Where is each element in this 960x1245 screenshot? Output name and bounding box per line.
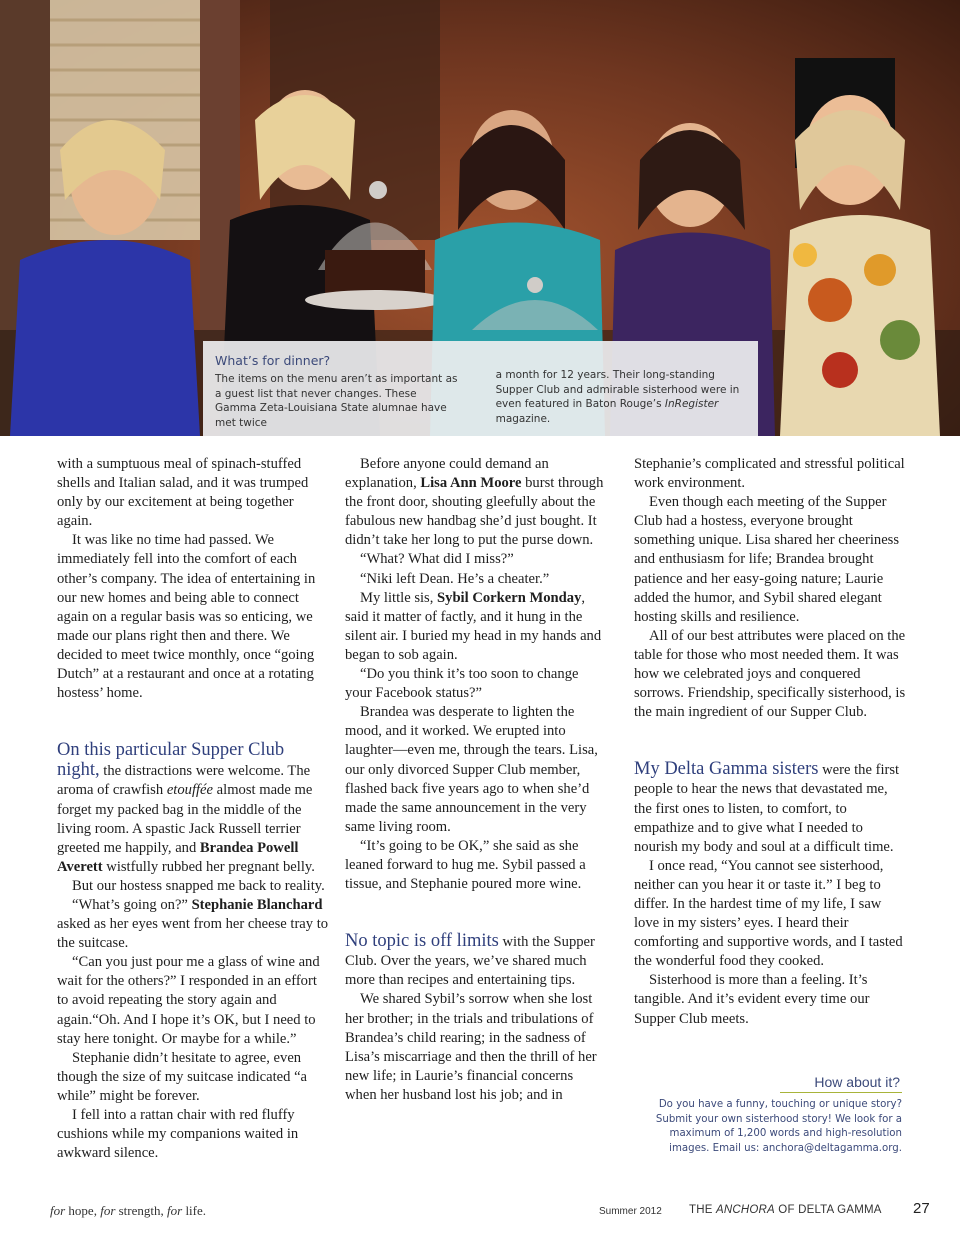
paragraph: My little sis, Sybil Corkern Monday, said it matter of factly, and it hung in the silent air. I buried my head in my hands and began to sob again. [345, 589, 602, 663]
paragraph: Stephanie’s complicated and stressful political work environment. [634, 456, 905, 492]
paragraph: Before anyone could demand an explanation, Lisa Ann Moore burst through the front door, shouting gleefully about the fabulous new handbag she’d just bought. It didn’t take her long to put the purse down. [345, 456, 604, 549]
paragraph: Sisterhood is more than a feeling. It’s tangible. And it’s evident every time our Supper Club meets. [634, 972, 870, 1027]
paragraph: “What? What did I miss?” [360, 551, 514, 568]
section-lead: My Delta Gamma sisters [634, 759, 819, 780]
paragraph: “Can you just pour me a glass of wine and wait for the others?” I responded in an effort to avoid repeating the story again and again.“Oh. And I hope it’s OK, but I need to stay here tonight. Or maybe for a while.” [57, 954, 320, 1047]
caption-text-right: a month for 12 years. Their long-standing Supper Club and admirable sisterhood were in even featured in Baton Rouge’s InRegister magazine. [495, 369, 740, 425]
sidebar-title: How about it? [780, 1074, 902, 1093]
footer-issue: Summer 2012 [599, 1206, 662, 1217]
paragraph: “It’s going to be OK,” she said as she leaned forward to hug me. Sybil passed a tissue, and Stephanie poured more wine. [345, 837, 586, 893]
paragraph: Stephanie didn’t hesitate to agree, even though the size of my suitcase indicated “a while” might be forever. [57, 1049, 308, 1104]
article-column-3 [634, 455, 906, 1029]
paragraph: All of our best attributes were placed on the table for those who most needed them. It was how we celebrated joys and conquered sorrows. Friendship, specifically sisterhood, is the main ingredient of our Supper Club. [634, 627, 906, 721]
feature-photo [0, 0, 960, 436]
paragraph: with a sumptuous meal of spinach-stuffed shells and Italian salad, and it was trumped only by our excitement at being together again. [57, 456, 309, 530]
person-name: Brandea Powell Averett [57, 839, 299, 875]
page-number: 27 [913, 1200, 930, 1217]
section-paragraph: My Delta Gamma sisters were the first people to hear the news that devastated me, the first ones to listen, to comfort, to empathize and to give what I needed to nourish my body and soul at a difficult time. [634, 759, 900, 855]
person-name: Lisa Ann Moore [420, 475, 522, 492]
section-paragraph: On this particular Supper Club night, the distractions were welcome. The aroma of crawfish etouffée almost made me forget my packed bag in the middle of the living room. A spastic Jack Russell terrier greeted me happily, and Brandea Powell Averett wistfully rubbed her pregnant belly. [57, 740, 315, 875]
section-paragraph: No topic is off limits with the Supper Club. Over the years, we’ve shared much more than recipes and entertaining tips. [345, 931, 595, 989]
photo-caption [203, 341, 758, 436]
paragraph: I once read, “You cannot see sisterhood, neither can you hear it or taste it.” I beg to differ. In the hardest time of my life, I saw love in my sisters’ eyes. I heard their comforting and supportive words, and I tasted the wonderful food they cooked. [634, 857, 903, 970]
paragraph: “What’s going on?” Stephanie Blanchard asked as her eyes went from her cheese tray to the suitcase. [57, 896, 329, 952]
paragraph: I fell into a rattan chair with red fluffy cushions while my companions waited in awkward silence. [57, 1107, 299, 1162]
article-column-1 [57, 455, 329, 1163]
footer-magazine-title: THE ANCHORA OF DELTA GAMMA [689, 1204, 882, 1216]
sidebar-body: Do you have a funny, touching or unique story? Submit your own sisterhood story! We look for a maximum of 1,200 words and high-resolution images. Email us: anchora@deltagamma.org. [655, 1099, 902, 1154]
paragraph: “Do you think it’s too soon to change your Facebook status?” [345, 666, 579, 702]
paragraph: It was like no time had passed. We immediately fell into the comfort of each other’s company. The idea of entertaining in our new homes and being able to connect again on a regular basis was so enticing, we made our plans right then and there. We decided to meet twice monthly, once “going Dutch” at a restaurant and once at a rotating hostess’ home. [57, 532, 316, 702]
footer-tagline: for hope, for strength, for life. [50, 1203, 207, 1218]
paragraph: Even though each meeting of the Supper Club had a hostess, everyone brought something unique. Lisa shared her cheeriness and enthusiasm for life; Brandea brought patience and her easy-going nature; Laurie added the humor, and Sybil shared elegant hosting skills and resilience. [634, 494, 900, 625]
paragraph: “Niki left Dean. He’s a cheater.” [360, 570, 550, 587]
article-column-2 [345, 455, 607, 1105]
caption-title: What’s for dinner? [215, 353, 331, 368]
section-lead: On this particular Supper Club night, [57, 740, 285, 781]
paragraph: But our hostess snapped me back to reality. [72, 877, 325, 894]
person-name: Stephanie Blanchard [191, 896, 323, 913]
how-about-it-sidebar [640, 1074, 902, 1156]
section-lead: No topic is off limits [345, 931, 499, 952]
paragraph: We shared Sybil’s sorrow when she lost her brother; in the trials and tribulations of Brandea’s child rearing; in the sadness of Lisa’s miscarriage and then the thrill of her new life; in Laurie’s financial concerns when her husband lost his job; and in [345, 991, 597, 1103]
person-name: Sybil Corkern Monday [437, 589, 582, 606]
paragraph: Brandea was desperate to lighten the mood, and it worked. We erupted into laughter—even me, through the tears. Lisa, our only divorced Supper Club member, flashed back five years ago to when she’d made the same announcement in the very same living room. [345, 704, 598, 835]
caption-text-left: The items on the menu aren’t as important as a guest list that never changes. These Gamma Zeta-Louisiana State alumnae have met twice [215, 373, 458, 429]
